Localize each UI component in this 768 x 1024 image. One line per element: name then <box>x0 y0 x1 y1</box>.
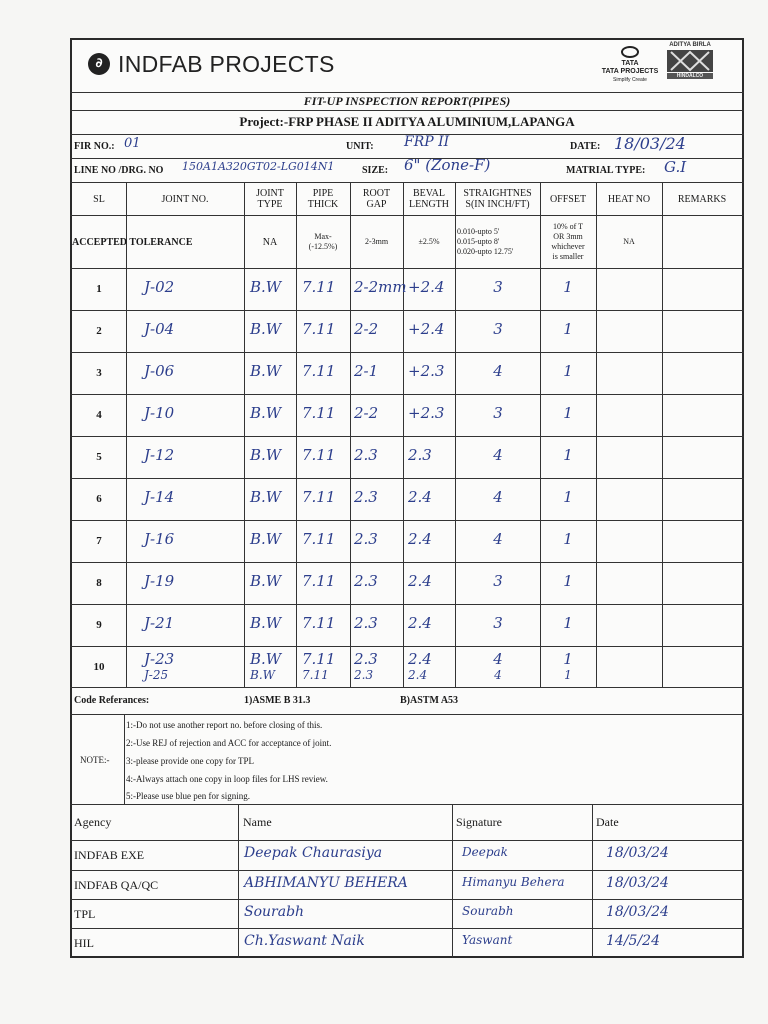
signoff-agency-header: Agency <box>74 815 112 829</box>
cell-joint: J-02 <box>144 278 175 296</box>
tol-heat-no: NA <box>623 237 635 246</box>
signoff-name-header: Name <box>243 815 272 829</box>
cell-straight: 3 <box>493 572 503 590</box>
code-refs-label: Code Referances: <box>74 695 150 706</box>
tol-beval: ±2.5% <box>418 237 440 246</box>
aditya-birla-logo <box>665 42 715 82</box>
tata-logo <box>600 46 660 84</box>
cell-thick: 7.11 <box>302 320 336 338</box>
signoff-agency: HIL <box>74 936 94 950</box>
note-4: 4:-Always attach one copy in loop files for LHS review. <box>126 774 328 784</box>
col-remarks: REMARKS <box>677 193 727 205</box>
unit-value: FRP II <box>404 134 450 150</box>
cell-thick: 7.11 <box>302 404 336 422</box>
cell-beval: +2.4 <box>408 278 445 296</box>
cell-thick: 7.11 <box>302 668 329 682</box>
cell-beval: +2.3 <box>408 404 445 422</box>
row-number: 5 <box>96 451 102 463</box>
row-number: 6 <box>96 493 102 505</box>
signoff-agency: INDFAB EXE <box>74 848 145 862</box>
cell-offset: 1 <box>563 488 573 506</box>
cell-gap: 2.3 <box>354 446 378 464</box>
signoff-signature: Sourabh <box>462 904 514 918</box>
row-number: 7 <box>96 535 102 547</box>
col-straightness: STRAIGHTNES S(IN INCH/FT) <box>463 188 532 210</box>
signoff-name: Ch.Yaswant Naik <box>244 933 365 949</box>
size-value: 6" (Zone-F) <box>404 156 491 174</box>
signoff-name: ABHIMANYU BEHERA <box>244 875 408 891</box>
cell-type: B.W <box>250 278 282 296</box>
cell-beval: +2.4 <box>408 320 445 338</box>
cell-thick: 7.11 <box>302 614 336 632</box>
row-number: 10 <box>93 661 105 673</box>
code-ref-2: B)ASTM A53 <box>400 695 459 706</box>
tol-straightness: 0.010-upto 5' 0.015-upto 8' 0.020-upto 12.75' <box>457 227 514 256</box>
project-title: Project:-FRP PHASE II ADITYA ALUMINIUM,LAPANGA <box>239 114 575 129</box>
cell-thick: 7.11 <box>302 488 336 506</box>
note-2: 2:-Use REJ of rejection and ACC for acceptance of joint. <box>126 738 332 748</box>
cell-type: B.W <box>250 614 282 632</box>
row-number: 1 <box>96 283 102 295</box>
note-5: 5:-Please use blue pen for signing. <box>126 791 250 801</box>
cell-gap: 2.3 <box>354 530 378 548</box>
signoff-agency: TPL <box>74 907 96 921</box>
cell-thick: 7.11 <box>302 362 336 380</box>
cell-type: B.W <box>250 404 282 422</box>
cell-beval: 2.3 <box>408 446 432 464</box>
col-pipe-thick: PIPE THICK <box>307 188 339 210</box>
signoff-agency: INDFAB QA/QC <box>74 878 159 892</box>
cell-offset: 1 <box>563 446 573 464</box>
cell-straight: 3 <box>493 614 503 632</box>
cell-offset: 1 <box>563 614 573 632</box>
cell-straight: 3 <box>493 320 503 338</box>
cell-gap: 2-2 <box>354 404 379 422</box>
cell-gap: 2.3 <box>354 614 378 632</box>
cell-type: B.W <box>250 572 282 590</box>
row-number: 8 <box>96 577 102 589</box>
signoff-date: 14/5/24 <box>606 933 660 949</box>
row-number: 9 <box>96 619 102 631</box>
cell-gap: 2-1 <box>354 362 379 380</box>
signoff-signature-header: Signature <box>456 815 502 829</box>
size-label: SIZE: <box>362 165 389 176</box>
line-no-value: 150A1A320GT02-LG014N1 <box>182 160 335 173</box>
code-ref-1: 1)ASME B 31.3 <box>244 695 311 706</box>
cell-offset: 1 <box>564 668 572 682</box>
cell-thick: 7.11 <box>302 650 336 668</box>
cell-offset: 1 <box>563 404 573 422</box>
cell-type: B.W <box>250 446 282 464</box>
cell-joint: J-10 <box>144 404 175 422</box>
cell-offset: 1 <box>563 278 573 296</box>
col-joint-type: JOINT TYPE <box>256 188 284 210</box>
signoff-date-header: Date <box>596 815 619 829</box>
col-offset: OFFSET <box>549 193 587 205</box>
cell-straight: 4 <box>493 650 503 668</box>
cell-joint: J-06 <box>144 362 175 380</box>
signoff-name: Sourabh <box>244 904 305 920</box>
cell-offset: 1 <box>563 362 573 380</box>
cell-offset: 1 <box>563 650 573 668</box>
report-title: FIT-UP INSPECTION REPORT(PIPES) <box>303 94 511 108</box>
cell-straight: 4 <box>494 668 502 682</box>
cell-joint: J-04 <box>144 320 175 338</box>
notes-label: NOTE:- <box>80 755 110 765</box>
row-number: 3 <box>96 367 102 379</box>
cell-joint: J-23 <box>144 650 175 668</box>
tata-emblem-icon <box>621 46 639 58</box>
cell-type: B.W <box>250 488 282 506</box>
tata-name: TATA <box>621 60 639 67</box>
cell-thick: 7.11 <box>302 572 336 590</box>
cell-straight: 4 <box>493 362 503 380</box>
cell-straight: 4 <box>493 530 503 548</box>
cell-beval: 2.4 <box>408 614 432 632</box>
cell-thick: 7.11 <box>302 446 336 464</box>
row-number: 2 <box>96 325 102 337</box>
cell-gap: 2.3 <box>354 488 378 506</box>
cell-gap: 2-2 <box>354 320 379 338</box>
note-1: 1:-Do not use another report no. before closing of this. <box>126 720 323 730</box>
tol-offset: 10% of T OR 3mm whichever is smaller <box>551 222 585 261</box>
material-label: MATRIAL TYPE: <box>566 165 646 176</box>
date-label: DATE: <box>570 141 601 152</box>
cell-type: B.W <box>250 650 282 668</box>
signoff-name: Deepak Chaurasiya <box>244 845 383 861</box>
cell-straight: 3 <box>493 404 503 422</box>
cell-straight: 4 <box>493 446 503 464</box>
tol-joint-type: NA <box>262 236 278 248</box>
signoff-date: 18/03/24 <box>606 875 669 891</box>
signoff-signature: Himanyu Behera <box>462 875 565 889</box>
cell-offset: 1 <box>563 530 573 548</box>
cell-type: B.W <box>250 320 282 338</box>
col-root-gap: ROOT GAP <box>362 188 391 210</box>
cell-gap: 2.3 <box>354 650 378 668</box>
cell-type: B.W <box>250 530 282 548</box>
indfab-logo-icon: ∂ <box>88 53 110 75</box>
cell-straight: 3 <box>493 278 503 296</box>
tol-root-gap: 2-3mm <box>364 237 389 246</box>
cell-joint: J-16 <box>144 530 175 548</box>
col-heat-no: HEAT NO <box>607 193 651 205</box>
cell-beval: 2.4 <box>408 650 432 668</box>
unit-label: UNIT: <box>346 141 374 152</box>
line-no-label: LINE NO /DRG. NO <box>74 165 164 176</box>
signoff-signature: Deepak <box>462 845 508 859</box>
cell-beval: 2.4 <box>408 530 432 548</box>
tata-tagline: Simplify Create <box>613 77 647 83</box>
material-value: G.I <box>664 158 687 176</box>
company-name: INDFAB PROJECTS <box>118 51 335 77</box>
tata-projects: TATA PROJECTS <box>601 68 659 75</box>
cell-beval: 2.4 <box>408 572 432 590</box>
cell-type: B.W <box>250 668 275 682</box>
signoff-signature: Yaswant <box>462 933 513 947</box>
cell-gap: 2-2mm <box>354 278 407 296</box>
date-value: 18/03/24 <box>614 134 686 153</box>
cell-thick: 7.11 <box>302 530 336 548</box>
signoff-date: 18/03/24 <box>606 904 669 920</box>
row-number: 4 <box>96 409 102 421</box>
hindalco-label: HINDALCO <box>667 73 713 79</box>
fir-label: FIR NO.: <box>74 141 115 152</box>
cell-gap: 2.3 <box>354 668 374 682</box>
col-joint-no: JOINT NO. <box>161 193 209 205</box>
tol-pipe-thick: Max- (-12.5%) <box>308 232 338 251</box>
cell-beval: +2.3 <box>408 362 445 380</box>
cell-joint: J-19 <box>144 572 175 590</box>
cell-offset: 1 <box>563 572 573 590</box>
col-beval-length: BEVAL LENGTH <box>409 188 449 210</box>
cell-joint: J-12 <box>144 446 175 464</box>
cell-type: B.W <box>250 362 282 380</box>
fir-value: 01 <box>124 136 141 151</box>
tolerance-label: ACCEPTED TOLERANCE <box>72 236 193 248</box>
cell-joint: J-14 <box>144 488 175 506</box>
col-sl: SL <box>93 193 105 205</box>
birla-emblem-icon <box>667 50 713 72</box>
cell-joint: J-25 <box>144 668 169 682</box>
cell-beval: 2.4 <box>408 668 428 682</box>
cell-beval: 2.4 <box>408 488 432 506</box>
cell-straight: 4 <box>493 488 503 506</box>
birla-name: ADITYA BIRLA <box>669 42 711 48</box>
cell-gap: 2.3 <box>354 572 378 590</box>
cell-thick: 7.11 <box>302 278 336 296</box>
cell-offset: 1 <box>563 320 573 338</box>
cell-joint: J-21 <box>144 614 175 632</box>
note-3: 3:-please provide one copy for TPL <box>126 756 255 766</box>
signoff-date: 18/03/24 <box>606 845 669 861</box>
